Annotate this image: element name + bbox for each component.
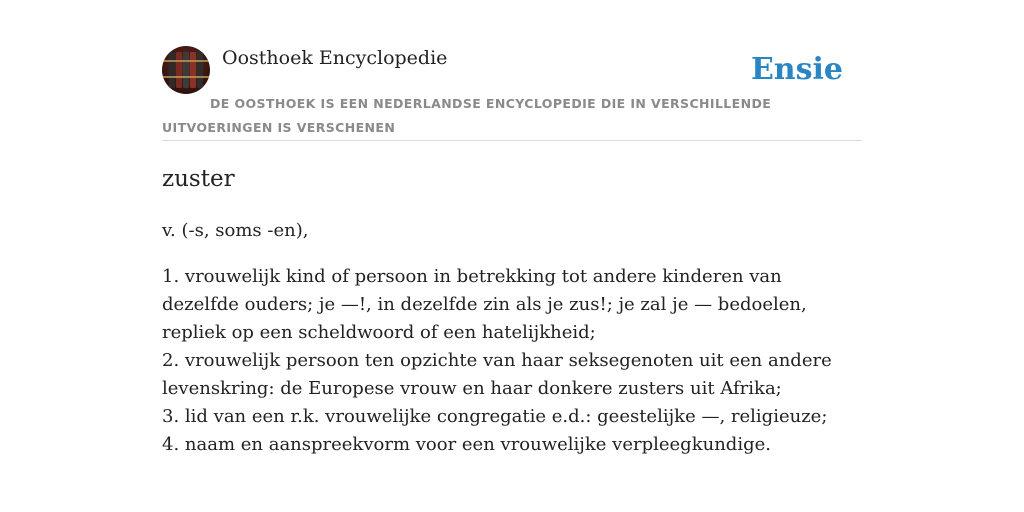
site-tagline: DE OOSTHOEK IS EEN NEDERLANDSE ENCYCLOPEDIE DIE IN VERSCHILLENDE UITVOERINGEN IS VERSCHENEN bbox=[162, 96, 772, 135]
definition-item: 2. vrouwelijk persoon ten opzichte van haar seksegenoten uit een andere levenskring: de Europese vrouw en haar donkere zusters uit Afrika; bbox=[162, 350, 832, 399]
entry-term: zuster bbox=[162, 166, 235, 192]
definition-item: 4. naam en aanspreekvorm voor een vrouwelijke verpleegkundige. bbox=[162, 434, 771, 455]
entry-grammar: v. (-s, soms -en), bbox=[162, 220, 309, 241]
site-header bbox=[162, 46, 862, 141]
site-name[interactable]: Oosthoek Encyclopedie bbox=[222, 47, 448, 69]
definition-item: 3. lid van een r.k. vrouwelijke congregatie e.d.: geestelijke —, religieuze; bbox=[162, 406, 828, 427]
brand-logo[interactable]: Ensie bbox=[750, 52, 843, 87]
encyclopedia-books-icon[interactable] bbox=[162, 46, 210, 94]
definition-item: 1. vrouwelijk kind of persoon in betrekking tot andere kinderen van dezelfde ouders; je —!, in dezelfde zin als je zus!; je zal je — bedoelen, repliek op een scheldwoord of een hatelijkheid; bbox=[162, 266, 807, 343]
entry-definitions bbox=[162, 263, 862, 459]
